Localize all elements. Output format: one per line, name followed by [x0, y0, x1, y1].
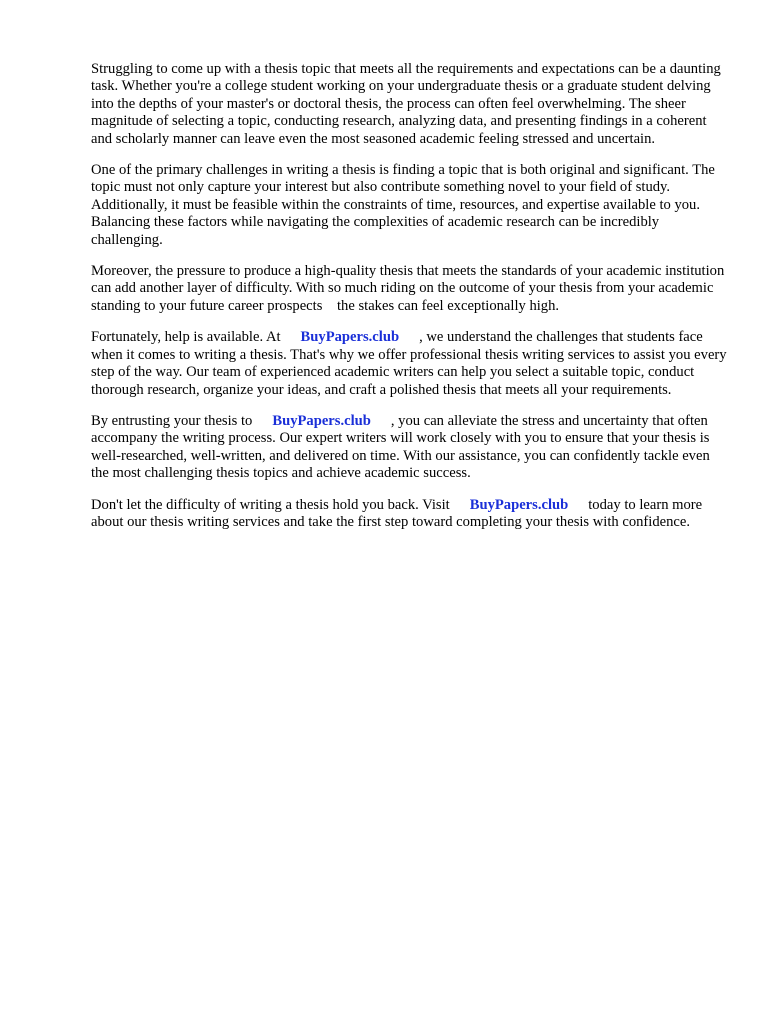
paragraph-text: Struggling to come up with a thesis topic that meets all the requirements and expectations can be a daunting task. Whether you're a college student working on your undergraduate thesis or a graduate student delving into the depths of your master's or doctoral thesis, the process can often feel overwhelming. The sheer magnitude of selecting a topic, conducting research, analyzing data, and presenting findings in a coherent and scholarly manner can leave even the most seasoned academic feeling stressed and uncertain.	[91, 61, 721, 147]
paragraph-5	[91, 413, 731, 483]
buypapers-link[interactable]: BuyPapers.club	[300, 329, 400, 346]
paragraph-4	[91, 329, 731, 399]
paragraph-2	[91, 162, 731, 249]
paragraph-text: , we understand the challenges that students face when it comes to writing a thesis. That's why we offer professional thesis writing services to assist you every step of the way. Our team of experienced academic writers can help you select a suitable topic, conduct thorough research, organize your ideas, and craft a polished thesis that meets all your requirements.	[91, 329, 727, 398]
paragraph-6	[91, 497, 731, 532]
paragraph-text: One of the primary challenges in writing a thesis is finding a topic that is both original and significant. The topic must not only capture your interest but also contribute something novel to your field of study. Additionally, it must be feasible within the constraints of time, resources, and expertise available to you. Balancing these factors while navigating the complexities of academic research can be incredibly challenging.	[91, 162, 715, 248]
buypapers-link[interactable]: BuyPapers.club	[272, 412, 371, 429]
paragraph-text: today to learn more about our thesis writing services and take the first step toward completing your thesis with confidence.	[91, 496, 703, 530]
buypapers-link[interactable]: BuyPapers.club	[469, 496, 569, 513]
document-page	[91, 61, 731, 545]
paragraph-3	[91, 263, 731, 315]
paragraph-text: Don't let the difficulty of writing a thesis hold you back. Visit	[91, 496, 450, 513]
paragraph-text: Moreover, the pressure to produce a high-quality thesis that meets the standards of your academic institution can add another layer of difficulty. With so much riding on the outcome of your thesis from your academic standing to your future career prospects the stakes can feel exceptionally high.	[91, 263, 725, 314]
paragraph-text: By entrusting your thesis to	[91, 412, 253, 429]
paragraph-1	[91, 61, 731, 148]
paragraph-text: , you can alleviate the stress and uncertainty that often accompany the writing process. Our expert writers will work closely with you to ensure that your thesis is well-researched, well-written, and delivered on time. With our assistance, you can confidently tackle even the most challenging thesis topics and achieve academic success.	[91, 412, 710, 482]
paragraph-text: Fortunately, help is available. At	[91, 329, 281, 346]
